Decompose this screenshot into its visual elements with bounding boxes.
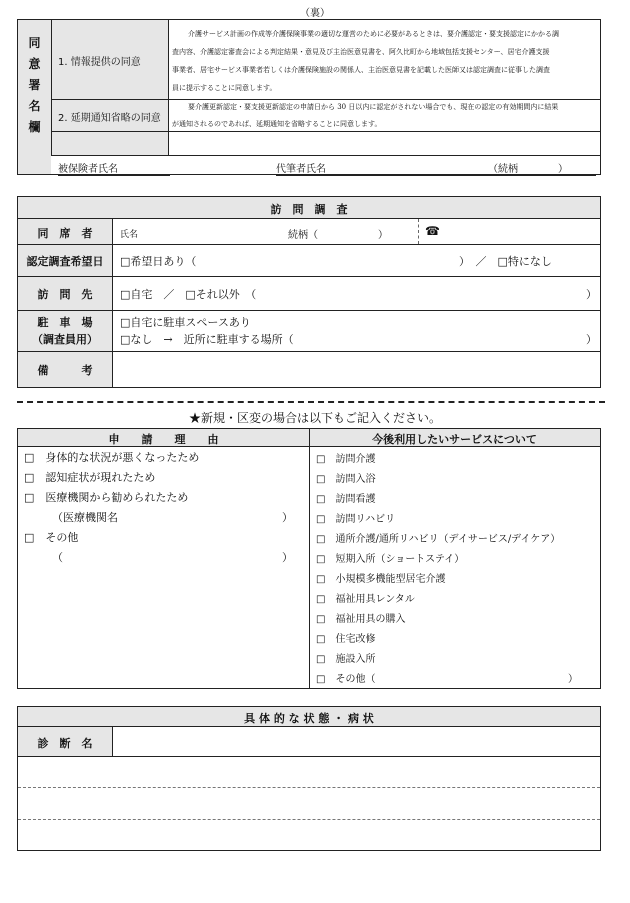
new-application-notice: ★新規・区変の場合は以下もご記入ください。 bbox=[188, 411, 441, 425]
parking-close: ） bbox=[586, 333, 597, 346]
service-home-bathing-checkbox[interactable]: □ 訪問入浴 bbox=[316, 474, 376, 485]
info-consent-text: 介護サービス計画の作成等介護保険事業の適切な運営のために必要があるときは、要介護認定・要支援認定にかかる調 査内容、介護認定審査会による判定結果・意見及び主治医意見書を、阿久比町から地域包括支援センター、居宅介護支援 事業者、居宅サービス事業者若しくは介護保険施設の関係人、主治医意見書を記載した医師又は認定調査に従事した調査 員に提示することに同意します。 bbox=[172, 30, 559, 92]
page-side-label: （裏） bbox=[300, 8, 330, 19]
parking-home-checkbox[interactable]: □自宅に駐車スペースあり bbox=[120, 316, 251, 329]
consent-section bbox=[17, 19, 601, 175]
service-equipment-rental-checkbox[interactable]: □ 福祉用具レンタル bbox=[316, 594, 415, 605]
attendee-name-field[interactable]: 氏名 bbox=[120, 230, 139, 240]
preferred-date-checkbox[interactable]: □希望日あり（ bbox=[120, 255, 197, 268]
service-home-renovation-checkbox[interactable]: □ 住宅改修 bbox=[316, 634, 376, 645]
services-list bbox=[316, 450, 598, 690]
service-home-rehab-checkbox[interactable]: □ 訪問リハビリ bbox=[316, 514, 396, 525]
parking-sublabel: （調査員用） bbox=[32, 333, 98, 346]
service-home-nursing-checkbox[interactable]: □ 訪問看護 bbox=[316, 494, 376, 505]
deferral-consent-text: 要介護更新認定・要支援更新認定の申請日から 30 日以内に認定がされない場合でも、現在の認定の有効期間内に結果 が通知されるのであれば、延期通知を省略することに同意します。 bbox=[172, 103, 559, 128]
visit-location-label: 訪 問 先 bbox=[37, 288, 93, 301]
diagnosis-label: 診 断 名 bbox=[37, 737, 93, 750]
service-short-stay-checkbox[interactable]: □ 短期入所（ショートステイ） bbox=[316, 554, 465, 565]
remarks-label: 備 考 bbox=[37, 364, 93, 377]
condition-title: 具 体 的 な 状 態 ・ 病 状 bbox=[244, 712, 374, 725]
service-home-care-checkbox[interactable]: □ 訪問介護 bbox=[316, 454, 376, 465]
visit-location-options[interactable]: □自宅 ／ □それ以外 （ bbox=[120, 288, 257, 301]
condition-notes-field[interactable] bbox=[18, 757, 600, 850]
service-day-care-checkbox[interactable]: □ 通所介護/通所リハビリ（デイサービス/デイケア） bbox=[316, 534, 561, 545]
reasons-title: 申 請 理 由 bbox=[108, 433, 219, 446]
consent-side-label: 同 意 署 名 欄 bbox=[28, 36, 41, 134]
survey-date-label: 認定調査希望日 bbox=[26, 255, 104, 268]
medical-institution-field[interactable]: （医療機関名 ） bbox=[52, 511, 293, 524]
visit-location-close: ） bbox=[586, 288, 597, 301]
no-preference-checkbox[interactable]: ） ／ □特になし bbox=[459, 255, 552, 268]
diagnosis-field[interactable] bbox=[113, 727, 599, 756]
reasons-list bbox=[24, 448, 304, 568]
phone-icon: ☎ bbox=[425, 224, 440, 238]
proxy-name-field[interactable]: 代筆者氏名 （続柄 ） bbox=[276, 160, 596, 176]
service-facility-checkbox[interactable]: □ 施設入所 bbox=[316, 654, 376, 665]
reasons-services-section bbox=[17, 428, 601, 689]
reason-other-field[interactable]: （ ） bbox=[52, 551, 293, 564]
service-equipment-purchase-checkbox[interactable]: □ 福祉用具の購入 bbox=[316, 614, 406, 625]
visit-survey-title: 訪 問 調 査 bbox=[270, 203, 348, 216]
insured-name-field[interactable]: 被保険者氏名 bbox=[58, 160, 170, 176]
service-other-checkbox[interactable]: □ その他（ ） bbox=[316, 674, 578, 685]
service-small-multi-checkbox[interactable]: □ 小規模多機能型居宅介護 bbox=[316, 574, 446, 585]
services-title: 今後利用したいサービスについて bbox=[372, 433, 537, 446]
reason-physical-checkbox[interactable]: □ 身体的な状況が悪くなったため bbox=[24, 451, 200, 464]
reason-dementia-checkbox[interactable]: □ 認知症状が現れたため bbox=[24, 471, 156, 484]
visit-survey-section bbox=[17, 196, 601, 388]
reason-medical-checkbox[interactable]: □ 医療機関から勧められたため bbox=[24, 491, 189, 504]
info-consent-label: 1. 情報提供の同意 bbox=[58, 57, 141, 68]
relation-field: （続柄 ） bbox=[488, 164, 568, 175]
condition-section bbox=[17, 706, 601, 851]
deferral-consent-label: 2. 延期通知省略の同意 bbox=[58, 113, 161, 124]
cut-line bbox=[17, 401, 605, 403]
parking-nearby-checkbox[interactable]: □なし → 近所に駐車する場所（ bbox=[120, 333, 294, 346]
reason-other-checkbox[interactable]: □ その他 bbox=[24, 531, 79, 544]
parking-label: 駐 車 場 bbox=[37, 316, 93, 329]
remarks-field[interactable] bbox=[113, 352, 599, 386]
attendee-label: 同 席 者 bbox=[37, 227, 93, 240]
attendee-relation-field[interactable]: 続柄（ ） bbox=[288, 230, 388, 241]
